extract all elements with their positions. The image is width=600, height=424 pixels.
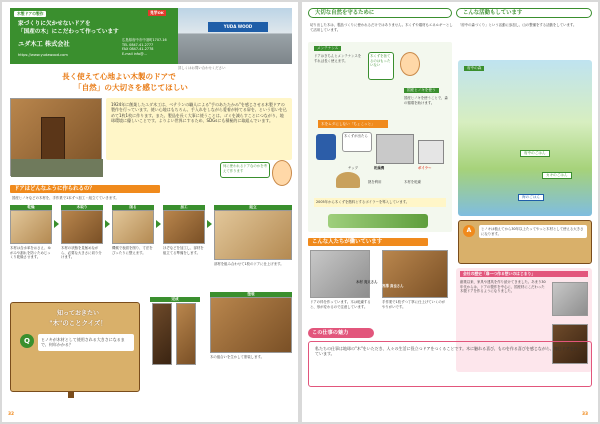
company-url[interactable]: https://www.yudawood.com xyxy=(18,53,68,57)
door-photo xyxy=(152,303,172,365)
boiler-building xyxy=(418,140,444,164)
step-card xyxy=(10,205,52,260)
step-label: 完成 xyxy=(150,297,200,302)
person-b-text: 手作業で1枚ずつ丁寧に仕上げていくのがやりがいです。 xyxy=(382,300,446,309)
contact-line: E-mail info@… xyxy=(122,51,147,56)
person-a-name: 木村 亮太さん xyxy=(356,280,378,284)
contact-line: FAX 0847-41-2778 xyxy=(122,47,154,52)
step-text: 木材は含水率をおさえ、ゆがみや割れを防ぐためじっくり乾燥させます。 xyxy=(10,246,51,260)
worker-illustration xyxy=(400,52,420,76)
nature-text: 切り出した木は、製品づくりに使われるだけではありません。木くずや端材もエネルギーとして活用しています。 xyxy=(310,23,453,32)
factory-photo xyxy=(178,8,292,64)
person-illustration xyxy=(316,134,336,160)
contact-line: 広島県府中市中須町1707-16 xyxy=(122,38,167,42)
speech-bubble xyxy=(220,162,270,178)
step-text: 木材の状態を見極めながら、必要な大きさに切り分けます。 xyxy=(61,246,102,260)
worker-photo xyxy=(310,250,370,298)
door-photo xyxy=(176,303,196,365)
step-label: 木取り xyxy=(61,205,103,210)
speech-bubble xyxy=(368,52,394,80)
step-arrow-icon xyxy=(54,220,59,228)
left-page xyxy=(2,2,298,422)
appeal-box xyxy=(308,341,592,387)
answer-board xyxy=(458,220,592,264)
kiln-building xyxy=(376,134,414,164)
step-card xyxy=(150,297,200,302)
worker-photo xyxy=(382,250,448,298)
company-name: ユダ木工 株式会社 xyxy=(18,41,70,48)
section-title-bar: ドアはどんなふうに作られるの？ xyxy=(10,185,160,193)
section-lead: 国産ヒノキなどの木材を、手作業で1本ずつ加工・組立てていきます。 xyxy=(12,196,119,200)
page-number: 32 xyxy=(8,412,15,417)
forest-strip xyxy=(328,214,428,228)
step-card xyxy=(163,205,205,255)
speech-bubble-text: 木くずを捨てるのはもったいない xyxy=(370,54,391,68)
quiz-q-badge: Q xyxy=(20,334,34,348)
craftsman-illustration xyxy=(272,160,292,186)
map-label: カキのごはん xyxy=(542,172,572,179)
contact-info xyxy=(122,38,174,56)
kengaku-note: 詳しくはお問い合わせください xyxy=(178,66,226,70)
step-label: 加工 xyxy=(163,205,205,210)
people-title: こんな人たちが働いています xyxy=(308,238,428,246)
intro-box xyxy=(106,98,292,160)
label-heat: 熱を利用 xyxy=(368,180,382,184)
answer-text: ヒノキは植えてから30年以上たってやっと木材として使える大きさになります。 xyxy=(479,225,587,238)
step-label: 削る xyxy=(112,205,154,210)
label-dryer: 木材を乾燥 xyxy=(404,180,421,184)
intro-text: 1924年に創業したユダ木工は、ベテランの職人による"手のあたたかみ"を感じさせる木製ドアの製作を行っています。使い心地はもちろん、手入れをしながら愛着が持てる扉を、という思いを込めて1枚1枚に作ります。また、製品を長く大事に使うことは、ゴミを減らすことにつながり、地球環境に優しいことです。よりよい世界にするため、SDGsにも積極的に取組んでいます。 xyxy=(111,102,287,124)
history-text: 創業以来、家具や建具を作り続けてきました。あまり30年代からは、ドアの製作を中心に、国産材にこだわった木製ドアを作るようになりました。 xyxy=(460,280,546,294)
speech-bubble-text: 木くずが出たら xyxy=(344,134,368,138)
label-kiln: 乾燥機 xyxy=(374,166,385,170)
contact-line: TEL 0847-41-2777 xyxy=(122,42,154,47)
activity-text: 「府中の森づくり」という活動に参加し、山の整備をする活動をしています。 xyxy=(458,23,577,27)
appeal-text: 私たちの仕事は地球の"木"をいただき、人々の生活に役立つドアをつくることです。木に触れる喜び、ものを作る喜びを感じながら、毎日ドアを作っています。 xyxy=(315,346,582,357)
history-photo xyxy=(552,282,588,316)
step-photo xyxy=(210,297,292,353)
label-cycle: 木をムダにしない「ちょこっと」 xyxy=(318,120,388,128)
step-arrow-icon xyxy=(156,220,161,228)
lead-line1: 長く使えて心地よい木製のドアで xyxy=(62,72,176,81)
quiz-board xyxy=(10,302,140,396)
step-label: 組立 xyxy=(214,205,292,210)
step-photo xyxy=(163,210,205,244)
map-label: 府中の森 xyxy=(464,66,484,71)
kengaku-badge: 見学OK xyxy=(150,10,164,15)
header-title-line2: 「国産の木」にこだわって作っています xyxy=(18,29,119,35)
step-card xyxy=(112,205,154,255)
quiz-heading-line2: "木"のことクイズ！ xyxy=(49,319,107,327)
house-door-photo xyxy=(10,98,102,176)
caption-maintenance: ドアはきちんとメンテナンスをすれば長く使えます。 xyxy=(314,54,362,63)
lead-line2: 「自然」の大切さを感じてほしい xyxy=(74,83,188,92)
page-number: 33 xyxy=(582,412,589,417)
step-photo xyxy=(214,210,292,260)
caption-forest: 国産ヒノキを使うことで、森の循環を助けます。 xyxy=(404,96,448,105)
appeal-title: この仕事の魅力 xyxy=(308,328,374,338)
speech-bubble xyxy=(342,132,372,152)
header-tag: 木製ドアの製作 xyxy=(14,11,46,17)
person-a-text: ドアの枠を作っています。木は乾燥すると、形が変わるので注意しています。 xyxy=(310,300,371,309)
step-photo xyxy=(61,210,103,244)
step-arrow-icon xyxy=(207,220,212,228)
step-label: 塗装 xyxy=(210,292,292,297)
step-label: 乾燥 xyxy=(10,205,52,210)
map-label: 府中のごはん xyxy=(520,150,550,157)
history-title: 会社の歴史「扉一つ作る想いのはじまり」 xyxy=(460,271,588,277)
quiz-heading-line1: 知っておきたい xyxy=(56,310,99,317)
step-text: 機械で表面を削り、寸法をぴったりに整えます。 xyxy=(112,246,153,255)
header-title-line1: 家づくりに欠かせないドアを xyxy=(18,21,91,27)
right-page xyxy=(302,2,598,422)
step-photo xyxy=(10,210,52,244)
chip-pile xyxy=(336,172,360,188)
label-forest: 国産ヒノキを使う xyxy=(404,88,439,93)
sdgs-text: 2005年から木くずを燃料とするボイラーを導入しています。 xyxy=(314,198,446,207)
nature-diagram xyxy=(308,42,452,232)
step-arrow-icon xyxy=(105,220,110,228)
quiz-question: ヒノキが木材として使用される大きさになるまで、何年かかる？ xyxy=(38,334,134,351)
step-text: ほぞなどを加工し、部材を組立てる準備をします。 xyxy=(163,246,204,255)
step-text: 木の風合いを生かして塗装します。 xyxy=(210,355,264,359)
person-b-name: 宮澤 真也さん xyxy=(382,284,404,288)
step-card xyxy=(61,205,103,260)
speech-bubble-text: 何に使われるドアなのかを考えて作ります xyxy=(223,164,267,173)
label-chips: チップ xyxy=(348,166,359,170)
factory-sign: YUDA WOOD xyxy=(208,22,268,32)
activity-map xyxy=(458,60,592,216)
step-photo xyxy=(112,210,154,244)
activity-title: こんな活動もしています xyxy=(456,8,592,18)
answer-a-badge: A xyxy=(463,225,475,237)
step-card xyxy=(210,292,292,360)
step-card xyxy=(214,205,292,267)
label-maintenance: メンテナンス xyxy=(314,46,341,51)
label-boiler: ボイラー xyxy=(418,166,432,170)
step-text: 部材を組み合わせて1枚のドアに仕上げます。 xyxy=(214,262,284,266)
nature-title: 大切な自然を守るために xyxy=(308,8,452,18)
map-label: 海のごはん xyxy=(518,194,544,201)
header-green-panel xyxy=(10,8,178,64)
